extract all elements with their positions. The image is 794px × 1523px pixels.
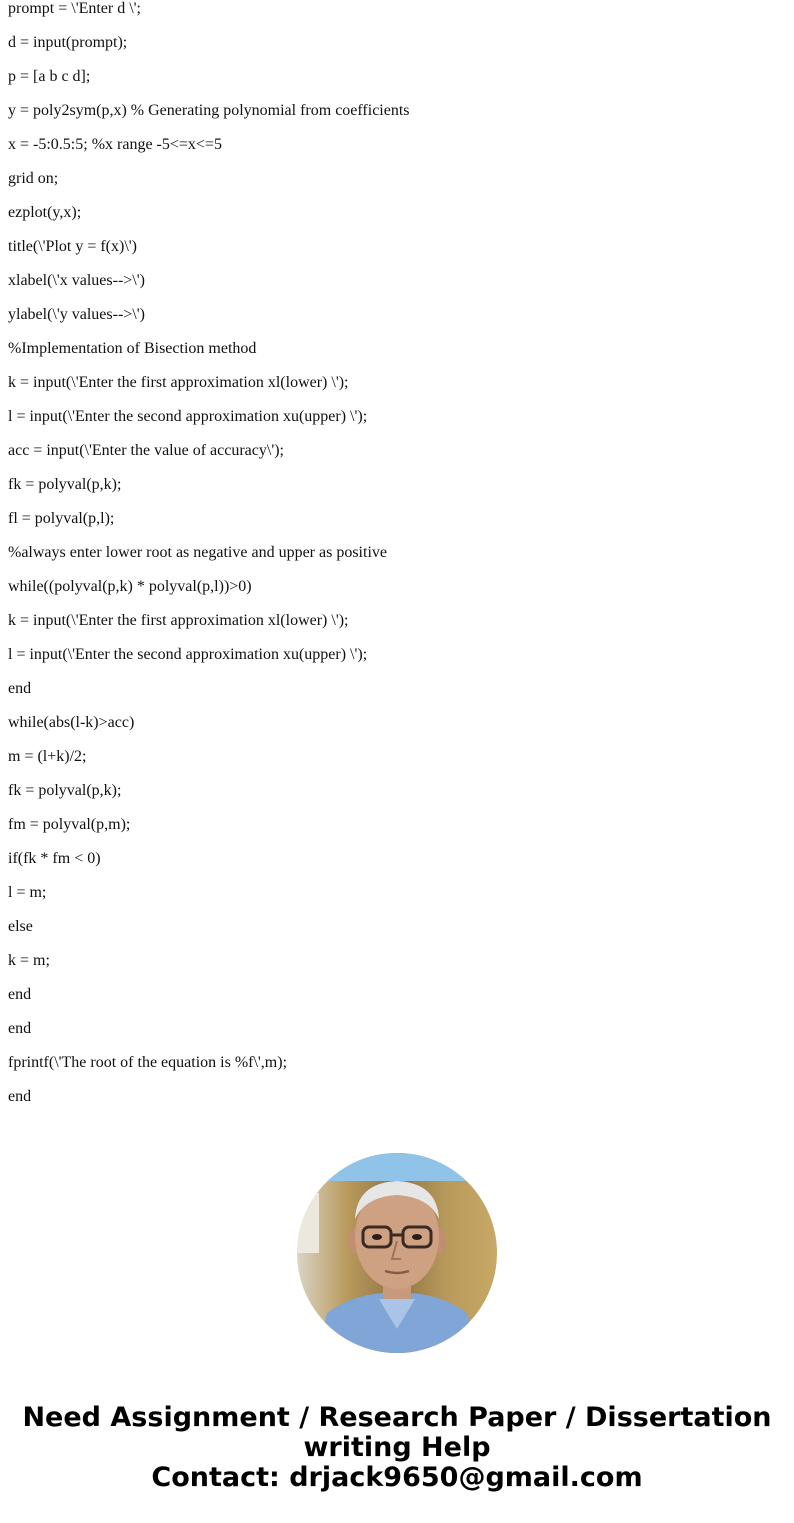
code-line: while(abs(l-k)>acc) (8, 714, 135, 731)
code-line: l = input(\'Enter the second approximation xu(upper) \'); (8, 408, 368, 425)
cta-line-1: Need Assignment / Research Paper / Dissertation (22, 1402, 772, 1433)
code-line: end (8, 1088, 32, 1105)
code-line: p = [a b c d]; (8, 68, 91, 85)
code-line: end (8, 680, 32, 697)
code-line: y = poly2sym(p,x) % Generating polynomial from coefficients (8, 102, 410, 119)
code-line: fk = polyval(p,k); (8, 476, 122, 493)
code-block (8, 0, 788, 1121)
contact-banner (0, 1403, 794, 1493)
code-line: grid on; (8, 170, 59, 187)
code-line: fprintf(\'The root of the equation is %f\',m); (8, 1054, 288, 1071)
author-avatar (297, 1153, 497, 1353)
code-line: %always enter lower root as negative and upper as positive (8, 544, 387, 561)
code-line: k = m; (8, 952, 50, 969)
code-line: ezplot(y,x); (8, 204, 82, 221)
code-line: xlabel(\'x values-->\') (8, 272, 145, 289)
code-line: k = input(\'Enter the first approximation xl(lower) \'); (8, 374, 349, 391)
code-line: l = m; (8, 884, 47, 901)
code-line: prompt = \'Enter d \'; (8, 0, 141, 17)
code-line: k = input(\'Enter the first approximation xl(lower) \'); (8, 612, 349, 629)
code-line: fm = polyval(p,m); (8, 816, 131, 833)
code-line: x = -5:0.5:5; %x range -5<=x<=5 (8, 136, 222, 153)
person-photo-icon (297, 1153, 497, 1353)
code-line: %Implementation of Bisection method (8, 340, 257, 357)
code-line: if(fk * fm < 0) (8, 850, 101, 867)
code-line: end (8, 986, 32, 1003)
code-line: fk = polyval(p,k); (8, 782, 122, 799)
code-line: m = (l+k)/2; (8, 748, 87, 765)
code-line: d = input(prompt); (8, 34, 128, 51)
code-line: fl = polyval(p,l); (8, 510, 115, 527)
code-line: acc = input(\'Enter the value of accuracy\'); (8, 442, 284, 459)
code-line: l = input(\'Enter the second approximation xu(upper) \'); (8, 646, 368, 663)
code-line: ylabel(\'y values-->\') (8, 306, 145, 323)
cta-line-2: writing Help (303, 1432, 491, 1463)
code-line: while((polyval(p,k) * polyval(p,l))>0) (8, 578, 252, 595)
cta-line-3: Contact: drjack9650@gmail.com (151, 1462, 643, 1493)
code-line: title(\'Plot y = f(x)\') (8, 238, 137, 255)
code-line: end (8, 1020, 32, 1037)
code-line: else (8, 918, 33, 935)
